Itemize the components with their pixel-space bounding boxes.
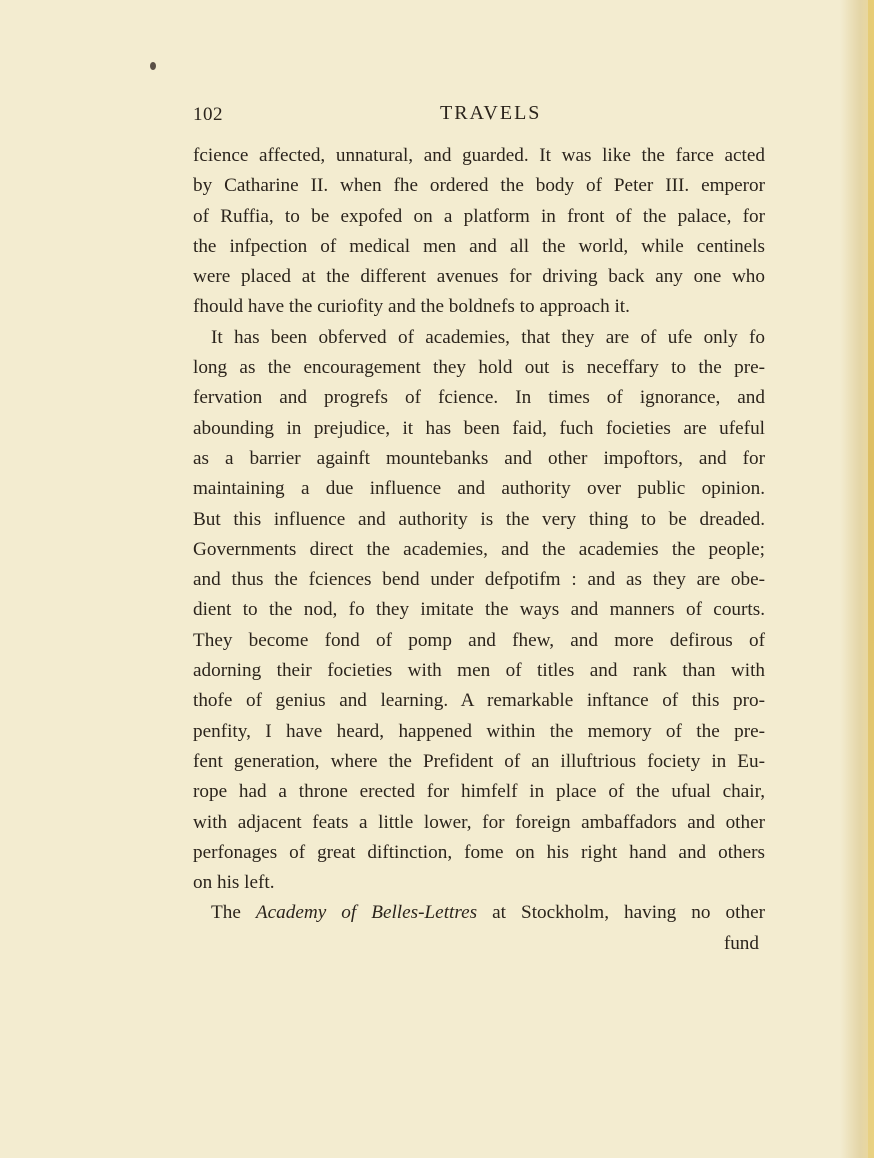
- catchword: fund: [723, 932, 759, 954]
- text-line: perfonages of great diftinction, fome on his right hand and others: [193, 841, 765, 863]
- text-line: rope had a throne erected for himfelf in place of the ufual chair,: [193, 781, 765, 803]
- text-line: But this influence and authority is the very thing to be dreaded.: [193, 508, 765, 530]
- text-line: penfity, I have heard, happened within the memory of the pre-: [193, 720, 765, 742]
- text-line: fent generation, where the Prefident of an illuftrious fociety in Eu-: [193, 750, 765, 772]
- text-line: as a barrier againft mountebanks and other impoftors, and for: [193, 447, 765, 469]
- text-line: adorning their focieties with men of titles and rank than with: [193, 660, 765, 682]
- text-line: fcience affected, unnatural, and guarded. It was like the farce acted: [193, 145, 765, 166]
- text-line: maintaining a due influence and authority over public opinion.: [193, 478, 765, 500]
- ink-speck: [150, 62, 156, 70]
- line-suffix: at Stockholm, having no other: [477, 902, 765, 924]
- text-line: and thus the fciences bend under defpotifm : and as they are obe-: [193, 569, 765, 591]
- page-header: [193, 104, 763, 130]
- text-line: abounding in prejudice, it has been faid, fuch focieties are ufeful: [193, 417, 765, 439]
- text-line: thofe of genius and learning. A remarkable inftance of this pro-: [193, 690, 765, 712]
- text-line-last: [193, 898, 765, 928]
- text-line: They become fond of pomp and fhew, and more defirous of: [193, 629, 765, 651]
- text-line: dient to the nod, fo they imitate the ways and manners of courts.: [193, 599, 765, 621]
- text-line: the infpection of medical men and all the world, while centinels: [193, 235, 765, 257]
- text-line: Governments direct the academies, and the academies the people;: [193, 538, 765, 560]
- text-line: by Catharine II. when fhe ordered the body of Peter III. emperor: [193, 175, 765, 197]
- page-number: 102: [193, 104, 223, 125]
- running-head: TRAVELS: [440, 102, 542, 124]
- text-line: It has been obferved of academies, that they are of ufe only fo: [211, 326, 765, 348]
- text-line: with adjacent feats a little lower, for foreign ambaffadors and other: [193, 811, 765, 833]
- text-line: were placed at the different avenues for driving back any one who: [193, 266, 765, 288]
- line-prefix: The: [211, 902, 256, 924]
- text-line: on his left.: [193, 872, 275, 894]
- body-text: [193, 141, 765, 959]
- text-line: fhould have the curiofity and the boldnefs to approach it.: [193, 296, 630, 318]
- text-line: long as the encouragement they hold out is neceffary to the pre-: [193, 357, 765, 379]
- italic-title: Academy of Belles-Lettres: [255, 902, 478, 924]
- page-edge: [868, 0, 874, 1158]
- text-line: fervation and progrefs of fcience. In times of ignorance, and: [193, 387, 765, 409]
- text-line: of Ruffia, to be expofed on a platform in front of the palace, for: [193, 205, 765, 227]
